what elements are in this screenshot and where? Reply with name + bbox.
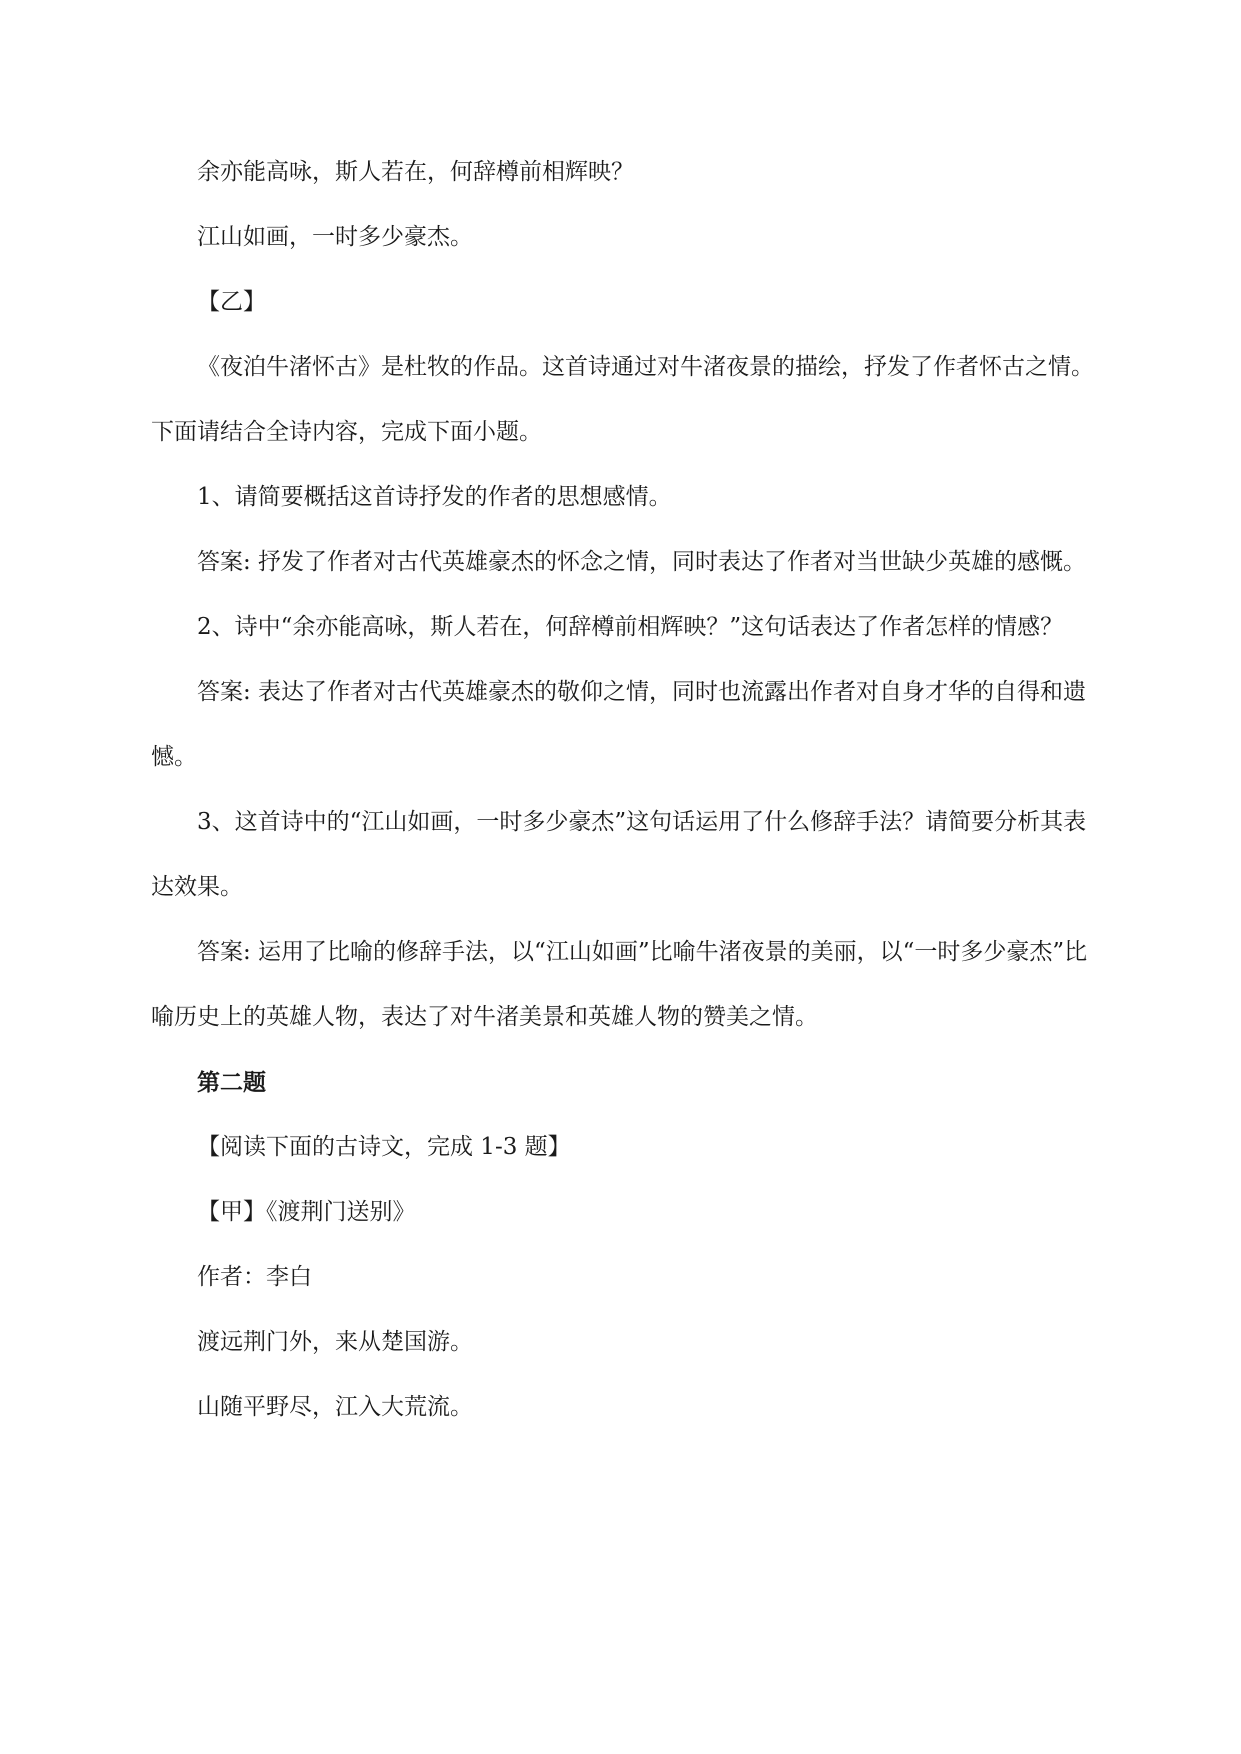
poem-line: 渡远荆门外，来从楚国游。	[197, 1329, 473, 1355]
document-page	[151, 140, 1096, 1440]
poem-line: 江山如画，一时多少豪杰。	[197, 224, 473, 250]
poem-title: 【甲】《渡荆门送别》	[197, 1199, 416, 1225]
poem-author: 作者：李白	[197, 1264, 312, 1290]
intro-paragraph: 《夜泊牛渚怀古》是杜牧的作品。这首诗通过对牛渚夜景的描绘，抒发了作者怀古之情。下面请结合全诗内容，完成下面小题。	[151, 354, 1094, 445]
question-3: 3、这首诗中的“江山如画，一时多少豪杰”这句话运用了什么修辞手法？请简要分析其表达效果。	[151, 809, 1087, 900]
question-2: 2、诗中“余亦能高咏，斯人若在，何辞樽前相辉映？”这句话表达了作者怎样的情感？	[197, 614, 1064, 640]
answer-1: 答案: 抒发了作者对古代英雄豪杰的怀念之情，同时表达了作者对当世缺少英雄的感慨。	[197, 549, 1087, 575]
question-1: 1、请简要概括这首诗抒发的作者的思想感情。	[197, 484, 672, 510]
instruction: 【阅读下面的古诗文，完成 1-3 题】	[197, 1134, 571, 1160]
section-heading: 第二题	[197, 1069, 266, 1096]
answer-2: 答案: 表达了作者对古代英雄豪杰的敬仰之情，同时也流露出作者对自身才华的自得和遗憾。	[151, 679, 1087, 770]
answer-3: 答案: 运用了比喻的修辞手法，以“江山如画”比喻牛渚夜景的美丽，以“一时多少豪杰”比喻历史上的英雄人物，表达了对牛渚美景和英雄人物的赞美之情。	[151, 939, 1088, 1030]
poem-line: 余亦能高咏，斯人若在，何辞樽前相辉映？	[197, 159, 634, 185]
poem-line: 山随平野尽，江入大荒流。	[197, 1394, 473, 1420]
section-marker: 【乙】	[197, 289, 266, 315]
